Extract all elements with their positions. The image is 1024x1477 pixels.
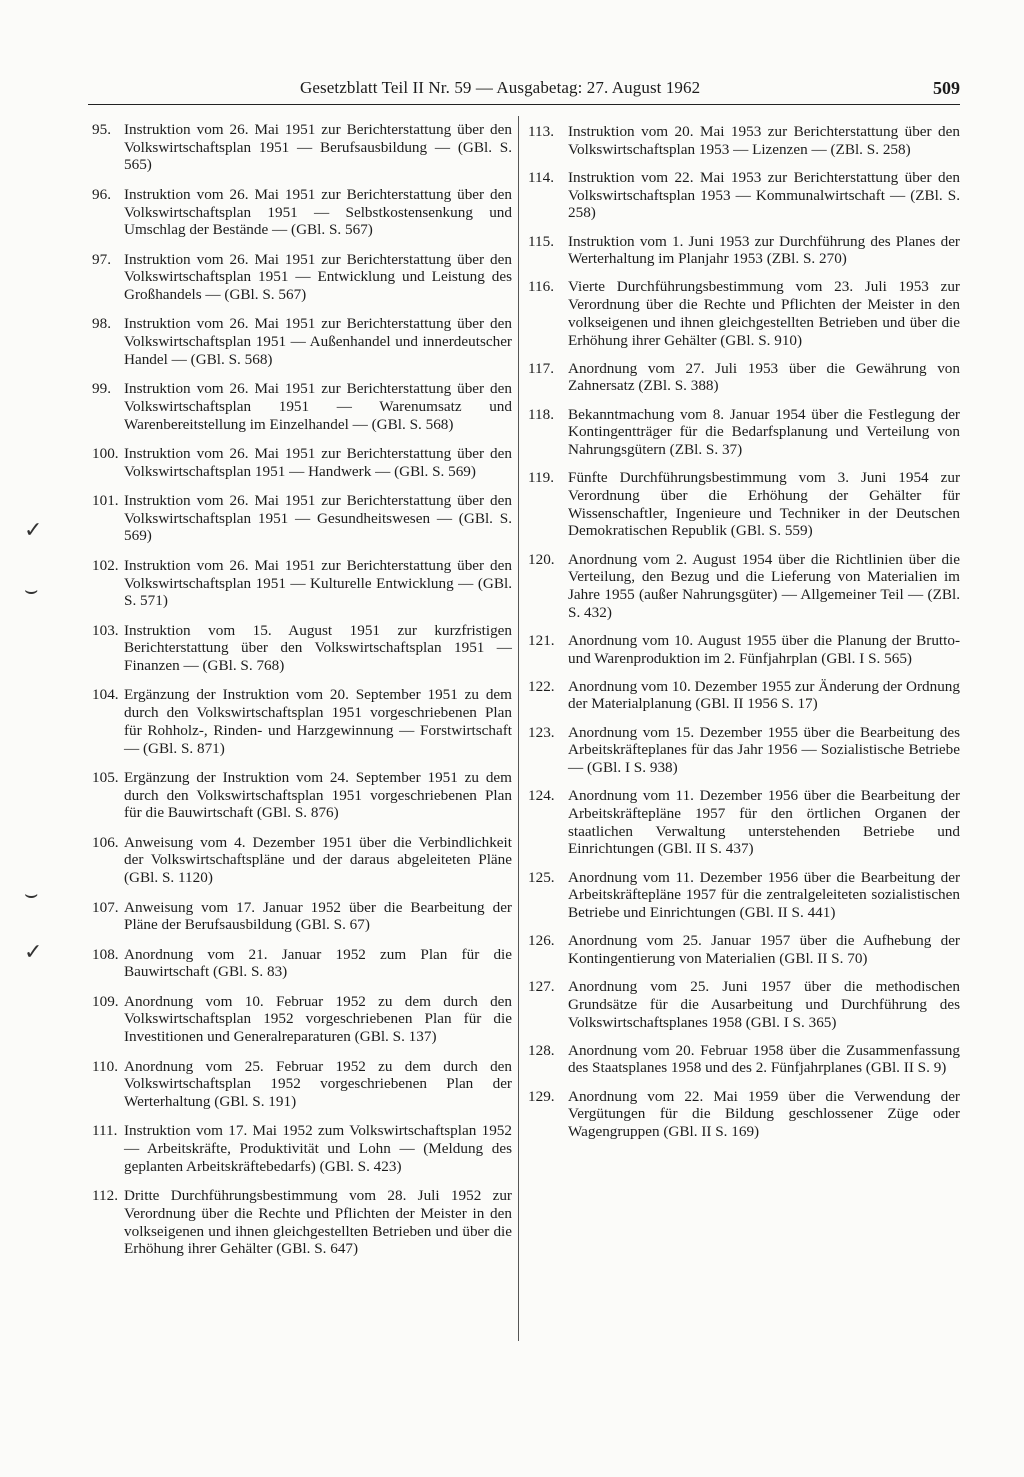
item-text: Anordnung vom 25. Februar 1952 zu dem durch den Volkswirtschaftsplan 1952 vorgeschriebenen Plan der Werterhaltung (GBl. S. 191) (124, 1057, 512, 1110)
item-number: 119. (528, 469, 555, 487)
item-number: 114. (528, 168, 555, 186)
item-number: 121. (528, 631, 555, 649)
list-item (528, 278, 960, 349)
item-number: 118. (528, 405, 555, 423)
list-item (92, 557, 512, 610)
list-item (528, 632, 960, 667)
list-item (92, 251, 512, 304)
item-text: Anordnung vom 25. Juni 1957 über die methodischen Grundsätze für die Ausarbeitung und Durchführung des Volkswirtschaftsplanes 1958 (GBl. I S. 365) (568, 978, 960, 1031)
item-text: Instruktion vom 20. Mai 1953 zur Berichterstattung über den Volkswirtschaftsplan 1953 — Lizenzen — (ZBl. S. 258) (568, 123, 960, 158)
item-text: Instruktion vom 26. Mai 1951 zur Berichterstattung über den Volkswirtschaftsplan 1951 — Warenumsatz und Warenbereitstellung im Einzelhandel — (GBl. S. 568) (124, 380, 512, 433)
item-number: 113. (528, 123, 555, 140)
right-column (528, 123, 960, 1151)
list-item (528, 169, 960, 222)
item-number: 116. (528, 278, 555, 296)
item-text: Anordnung vom 10. Dezember 1955 zur Änderung der Ordnung der Materialplanung (GBl. II 1956 S. 17) (568, 677, 960, 713)
margin-checkmark-icon: ✓ (24, 940, 43, 965)
list-item (528, 360, 960, 395)
item-text: Instruktion vom 26. Mai 1951 zur Berichterstattung über den Volkswirtschaftsplan 1951 — Außenhandel und innerdeutscher Handel — (GBl. S. 568) (124, 315, 512, 368)
header-title: Gesetzblatt Teil II Nr. 59 — Ausgabetag: 27. August 1962 (300, 78, 701, 97)
list-item (528, 1088, 960, 1141)
item-number: 110. (92, 1057, 119, 1075)
item-text: Anordnung vom 25. Januar 1957 über die Aufhebung der Kontingentierung von Materialien (GBl. II S. 70) (568, 932, 960, 967)
list-item (528, 724, 960, 777)
item-number: 108. (92, 945, 119, 963)
item-text: Anordnung vom 22. Mai 1959 über die Verwendung der Vergütungen für die Bildung geschlossener Züge oder Wagengruppen (GBl. II S. 169) (568, 1087, 960, 1141)
item-number: 129. (528, 1087, 555, 1105)
item-number: 126. (528, 932, 555, 950)
item-text: Bekanntmachung vom 8. Januar 1954 über die Festlegung der Kontingentträger für die Bedarfsplanung und Verteilung von Nahrungsgütern (ZBl. S. 37) (568, 405, 960, 459)
list-item (92, 121, 512, 174)
list-item (92, 315, 512, 368)
list-item (92, 380, 512, 433)
item-number: 124. (528, 787, 555, 805)
list-item (528, 978, 960, 1031)
list-item (528, 233, 960, 268)
item-text: Dritte Durchführungsbestimmung vom 28. Juli 1952 zur Verordnung über die Rechte und Pflichten der Meister in den volkseigenen und ihnen gleichgestellten Betrieben und über die Erhöhung ihrer Gehälter (GBl. S. 647) (124, 1187, 512, 1258)
item-number: 127. (528, 978, 555, 996)
item-text: Anweisung vom 17. Januar 1952 über die Bearbeitung der Pläne der Berufsausbildung (GBl. S. 67) (124, 898, 512, 934)
item-text: Anordnung vom 15. Dezember 1955 über die Bearbeitung des Arbeitskräfteplanes für das Jahr 1956 — Sozialistische Betriebe — (GBl. I S. 938) (568, 723, 960, 777)
list-item (528, 787, 960, 858)
item-number: 111. (92, 1122, 118, 1140)
list-item (92, 1058, 512, 1111)
list-item (92, 445, 512, 480)
item-text: Instruktion vom 1. Juni 1953 zur Durchführung des Planes der Werterhaltung im Planjahr 1953 (ZBl. S. 270) (568, 232, 960, 268)
item-text: Anordnung vom 2. August 1954 über die Richtlinien über die Verteilung, den Bezug und die Lieferung von Materialien im Jahre 1955 (außer Nahrungsgüter) — Allgemeiner Teil — (ZBl. S. 432) (568, 550, 960, 621)
item-text: Instruktion vom 26. Mai 1951 zur Berichterstattung über den Volkswirtschaftsplan 1951 — Handwerk — (GBl. S. 569) (124, 444, 512, 480)
list-item (528, 469, 960, 540)
item-number: 112. (92, 1187, 119, 1205)
item-text: Anweisung vom 4. Dezember 1951 über die Verbindlichkeit der Volkswirtschaftspläne und der daraus abgeleiteten Pläne (GBl. S. 1120) (124, 833, 512, 887)
item-number: 115. (528, 232, 555, 250)
item-number: 106. (92, 833, 119, 851)
item-text: Instruktion vom 26. Mai 1951 zur Berichterstattung über den Volkswirtschaftsplan 1951 — Berufsausbildung — (GBl. S. 565) (124, 121, 512, 174)
item-number: 99. (92, 380, 111, 398)
item-text: Anordnung vom 10. Februar 1952 zu dem durch den Volkswirtschaftsplan 1952 vorgeschriebenen Plan für die Investitionen und Generalreparaturen (GBl. S. 137) (124, 992, 512, 1046)
item-text: Anordnung vom 21. Januar 1952 zum Plan für die Bauwirtschaft (GBl. S. 83) (124, 945, 512, 981)
item-text: Instruktion vom 26. Mai 1951 zur Berichterstattung über den Volkswirtschaftsplan 1951 — Kulturelle Entwicklung — (GBl. S. 571) (124, 556, 512, 610)
list-item (92, 1122, 512, 1175)
list-item (92, 946, 512, 981)
item-text: Ergänzung der Instruktion vom 20. September 1951 zu dem durch den Volkswirtschaftsplan 1951 vorgeschriebenen Plan für Rohholz-, Rinden- und Harzgewinnung — Forstwirtschaft — (GBl. S. 871) (124, 686, 512, 757)
item-number: 128. (528, 1041, 555, 1059)
item-number: 120. (528, 550, 555, 568)
list-item (92, 993, 512, 1046)
item-text: Anordnung vom 20. Februar 1958 über die Zusammenfassung des Staatsplanes 1958 und des 2. Fünfjahrplanes (GBl. II S. 9) (568, 1041, 960, 1077)
item-text: Anordnung vom 10. August 1955 über die Planung der Brutto- und Warenproduktion im 2. Fünfjahrplan (GBl. I S. 565) (568, 631, 960, 667)
list-item (92, 899, 512, 934)
list-item (528, 869, 960, 922)
item-number: 102. (92, 556, 119, 574)
column-divider (518, 116, 519, 1341)
item-number: 109. (92, 992, 119, 1010)
list-item (92, 686, 512, 757)
item-text: Instruktion vom 26. Mai 1951 zur Berichterstattung über den Volkswirtschaftsplan 1951 — Entwicklung und Leistung des Großhandels — (GBl. S. 567) (124, 250, 512, 303)
item-text: Instruktion vom 22. Mai 1953 zur Berichterstattung über den Volkswirtschaftsplan 1953 — Kommunalwirtschaft — (ZBl. S. 258) (568, 168, 960, 222)
item-number: 123. (528, 723, 555, 741)
margin-checkmark-icon: ⌣ (24, 882, 39, 907)
item-number: 96. (92, 185, 111, 203)
list-item (528, 551, 960, 622)
list-item (92, 769, 512, 822)
list-item (92, 492, 512, 545)
item-text: Anordnung vom 11. Dezember 1956 über die Bearbeitung der Arbeitskräftepläne 1957 für den örtlichen Organen der staatlichen Verwaltung unterstehenden Betriebe und Einrichtungen (GBl. II S. 437) (568, 787, 960, 858)
item-number: 107. (92, 898, 119, 916)
item-number: 101. (92, 492, 119, 510)
item-number: 117. (528, 359, 555, 377)
list-item (528, 932, 960, 967)
item-text: Ergänzung der Instruktion vom 24. September 1951 zu dem durch den Volkswirtschaftsplan 1951 vorgeschriebenen Plan für die Bauwirtschaft (GBl. S. 876) (124, 768, 512, 822)
item-number: 98. (92, 315, 111, 333)
item-number: 97. (92, 250, 111, 268)
list-item (528, 678, 960, 713)
item-text: Instruktion vom 15. August 1951 zur kurzfristigen Berichterstattung über den Volkswirtschaftsplan 1951 — Finanzen — (GBl. S. 768) (124, 621, 512, 675)
page-header (88, 78, 960, 105)
margin-checkmark-icon: ⌣ (24, 578, 39, 603)
item-text: Instruktion vom 17. Mai 1952 zum Volkswirtschaftsplan 1952 — Arbeitskräfte, Produktivität und Lohn — (Meldung des geplanten Arbeitskräftebedarfs) (GBl. S. 423) (124, 1122, 512, 1175)
item-text: Anordnung vom 27. Juli 1953 über die Gewährung von Zahnersatz (ZBl. S. 388) (568, 359, 960, 395)
item-text: Fünfte Durchführungsbestimmung vom 3. Juni 1954 zur Verordnung über die Erhöhung der Gehälter für Wissenschaftler, Ingenieure und Techniker in der Deutschen Demokratischen Republik (GBl. S. 559) (568, 469, 960, 540)
item-text: Instruktion vom 26. Mai 1951 zur Berichterstattung über den Volkswirtschaftsplan 1951 — Selbstkostensenkung und Umschlag der Bestände — (GBl. S. 567) (124, 185, 512, 239)
item-number: 105. (92, 768, 119, 786)
item-number: 103. (92, 621, 119, 639)
list-item (92, 186, 512, 239)
list-item (528, 406, 960, 459)
list-item (92, 622, 512, 675)
item-number: 122. (528, 677, 555, 695)
item-number: 104. (92, 686, 119, 704)
left-column (92, 121, 512, 1270)
list-item (528, 1042, 960, 1077)
item-text: Instruktion vom 26. Mai 1951 zur Berichterstattung über den Volkswirtschaftsplan 1951 — Gesundheitswesen — (GBl. S. 569) (124, 492, 512, 545)
item-number: 100. (92, 444, 119, 462)
list-item (528, 123, 960, 158)
item-text: Vierte Durchführungsbestimmung vom 23. Juli 1953 zur Verordnung über die Rechte und Pflichten der Meister in den volkseigenen und ihnen gleichgestellten Betrieben und über die Erhöhung ihrer Gehälter (GBl. S. 910) (568, 278, 960, 349)
list-item (92, 834, 512, 887)
item-number: 125. (528, 868, 555, 886)
list-item (92, 1187, 512, 1258)
item-text: Anordnung vom 11. Dezember 1956 über die Bearbeitung der Arbeitskräftepläne 1957 für die zentralgeleiteten sozialistischen Betriebe und Einrichtungen (GBl. II S. 441) (568, 868, 960, 922)
item-number: 95. (92, 121, 111, 138)
margin-checkmark-icon: ✓ (24, 518, 43, 543)
page-number: 509 (933, 78, 960, 98)
